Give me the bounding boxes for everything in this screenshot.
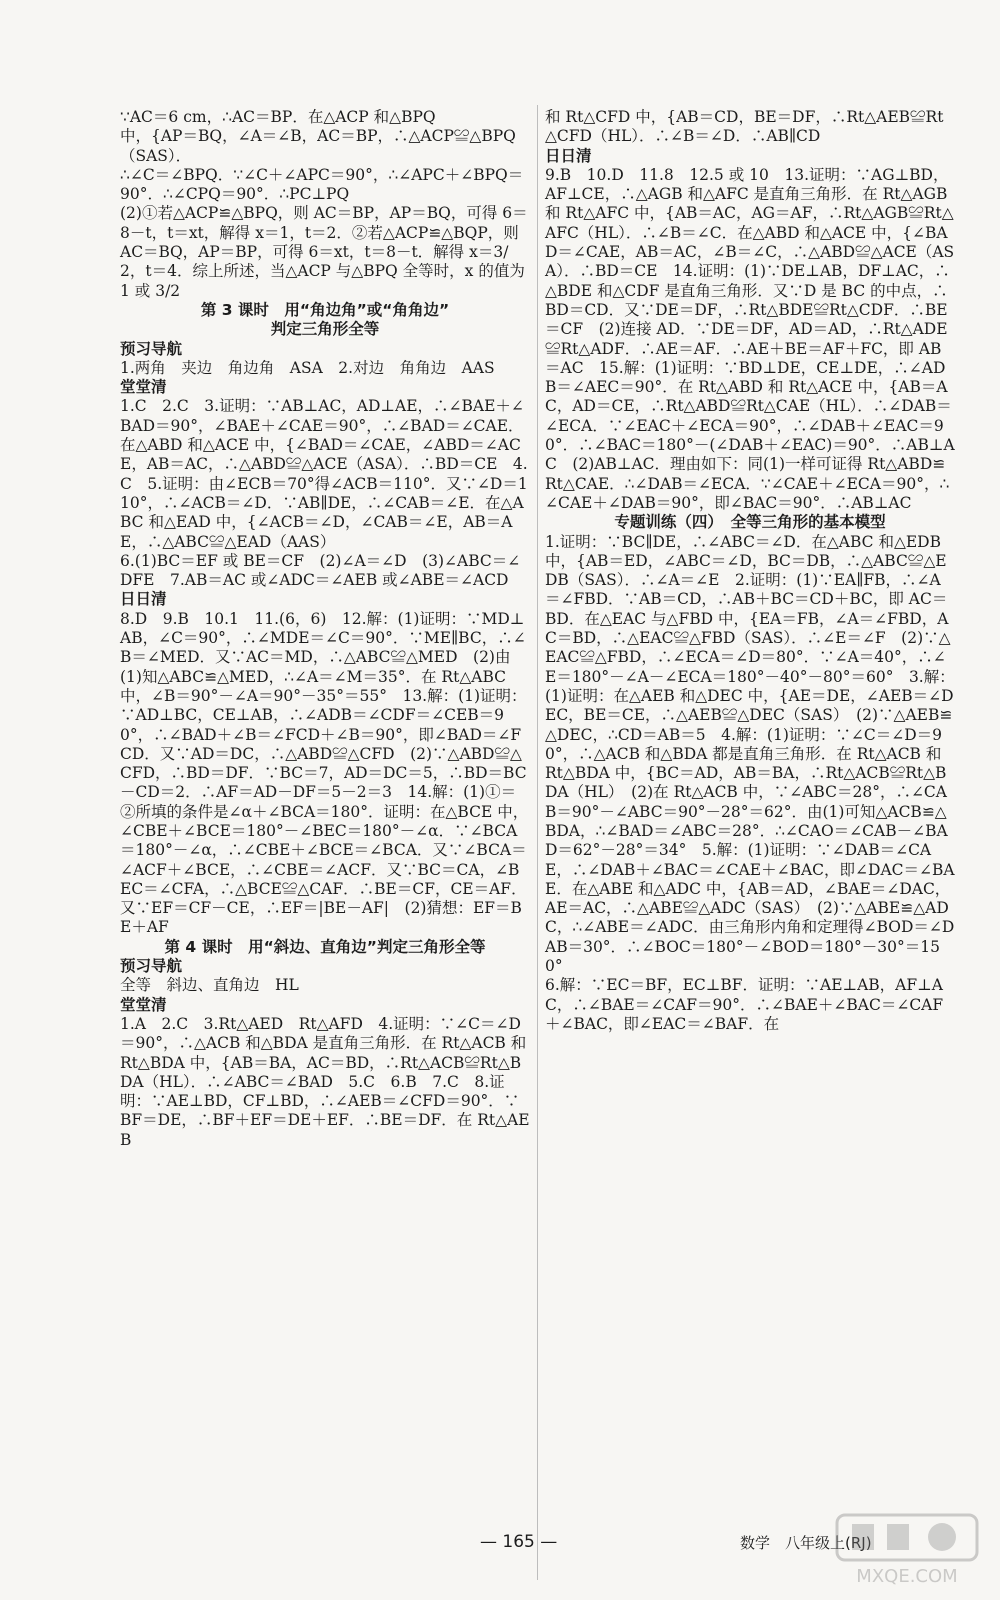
subsection-label: 堂堂清 — [120, 995, 167, 1014]
answer-paragraph: 9.B 10.D 11.8 12.5 或 10 13.证明：∵AG⊥BD，AF⊥CE，∴△AGB 和△AFC 是直角三角形．在 Rt△AGB 和 Rt△AFC 中，{AB＝AC，AG＝AF，∴Rt△AGB≌Rt△AFC（HL）．∴∠B＝∠C．在△ABD 和△ACE 中，{∠BAD＝∠CAE，AB＝AC，∠B＝∠C，∴△ABD≌△ACE（ASA）．∴BD＝CE 14.证明：(1)∵DE⊥AB，DF⊥AC，∴△BDE 和△CDF 是直角三角形．又∵D 是 BC 的中点，∴BD＝CD．又∵DE＝DF，∴Rt△BDE≌Rt△CDF．∴BE＝CF (2)连接 AD．∵DE＝DF，AD＝AD，∴Rt△ADE≌Rt△ADF．∴AE＝AF．∴AE＋BE＝AF＋FC，即 AB＝AC 15.解：(1)证明：∵BD⊥DE，CE⊥DE，∴∠ADB＝∠AEC＝90°．在 Rt△ABD 和 Rt△ACE 中，{AB＝AC，AD＝CE，∴Rt△ABD≌Rt△CAE（HL）．∴∠DAB＝∠ECA．∵∠EAC＋∠ECA＝90°，∴∠DAB＋∠EAC＝90°．∴∠BAC＝180°－(∠DAB＋∠EAC)＝90°．∴AB⊥AC (2)AB⊥AC．理由如下：同(1)一样可证得 Rt△ABD≌Rt△CAE．∴∠DAB＝∠ECA．∵∠CAE＋∠ECA＝90°，∴∠CAE＋∠DAB＝90°，即∠BAC＝90°．∴AB⊥AC — [545, 165, 955, 512]
subsection-label: 日日清 — [120, 590, 167, 609]
answer-paragraph: 和 Rt△CFD 中，{AB＝CD，BE＝DF，∴Rt△AEB≌Rt△CFD（HL）．∴∠B＝∠D．∴AB∥CD — [545, 108, 944, 146]
watermark-text: MXQE.COM — [856, 1566, 958, 1587]
subsection-label: 堂堂清 — [120, 378, 167, 397]
section-heading: 判定三角形全等 — [270, 320, 380, 339]
answer-paragraph: ∵AC＝6 cm，∴AC＝BP．在△ACP 和△BPQ — [120, 108, 436, 126]
answer-paragraph: 中，{AP＝BQ，∠A＝∠B，AC＝BP，∴△ACP≌△BPQ（SAS）． — [120, 127, 516, 165]
answer-paragraph: (2)①若△ACP≌△BPQ，则 AC＝BP，AP＝BQ，可得 6＝8－t，t＝xt，解得 x＝1，t＝2．②若△ACP≌△BQP，则 AC＝BQ，AP＝BP，可得 6＝xt，t＝8－t．解得 x＝3/2，t＝4．综上所述，当△ACP 与△BPQ 全等时，x 的值为 1 或 3/2 — [120, 204, 530, 300]
answer-paragraph: ∴∠C＝∠BPQ．∵∠C＋∠APC＝90°，∴∠APC＋∠BPQ＝90°．∴∠CPQ＝90°．∴PC⊥PQ — [120, 165, 524, 204]
left-column — [120, 108, 530, 1150]
answer-paragraph: 1.A 2.C 3.Rt△AED Rt△AFD 4.证明：∵∠C＝∠D＝90°，∴△ACB 和△BDA 是直角三角形．在 Rt△ACB 和 Rt△BDA 中，{AB＝BA，AC＝BD，∴Rt△ACB≌Rt△BDA（HL）．∴∠ABC＝∠BAD 5.C 6.B 7.C 8.证明：∵AE⊥BD，CF⊥BD，∴∠AEB＝∠CFD＝90°．∵BF＝DE，∴BF＋EF＝DE＋EF．∴BE＝DF．在 Rt△AEB — [120, 1014, 532, 1149]
answer-paragraph: 1.C 2.C 3.证明：∵AB⊥AC，AD⊥AE，∴∠BAE＋∠BAD＝90°，∠BAE＋∠CAE＝90°，∴∠BAD＝∠CAE．在△ABD 和△ACE 中，{∠BAD＝∠CAE，∠ABD＝∠ACE，AB＝AC，∴△ABD≌△ACE（ASA）．∴BD＝CE 4.C 5.证明：由∠ECB＝70°得∠ACB＝110°．又∵∠D＝110°，∴∠ACB＝∠D．∵AB∥DE，∴∠CAB＝∠E．在△ABC 和△EAD 中，{∠ACB＝∠D，∠CAB＝∠E，AB＝AE，∴△ABC≌△EAD（AAS） — [120, 397, 528, 551]
watermark-logo-icon — [832, 1510, 982, 1590]
subsection-label: 日日清 — [545, 146, 592, 165]
answer-paragraph: 6.(1)BC＝EF 或 BE＝CF (2)∠A＝∠D (3)∠ABC＝∠DFE 7.AB＝AC 或∠ADC＝∠AEB 或∠ABE＝∠ACD — [120, 551, 521, 590]
section-heading: 第 4 课时 用“斜边、直角边”判定三角形全等 — [164, 937, 486, 956]
page-number: — 165 — — [480, 1532, 557, 1552]
column-divider — [537, 105, 538, 1580]
answer-paragraph: 1.证明：∵BC∥DE，∴∠ABC＝∠D．在△ABC 和△EDB 中，{AB＝ED，∠ABC＝∠D，BC＝DB，∴△ABC≌△EDB（SAS）．∴∠A＝∠E 2.证明：(1)∵EA∥FB，∴∠A＝∠FBD．∵AB＝CD，∴AB＋BC＝CD＋BC，即 AC＝BD．在△EAC 与△FBD 中，{EA＝FB，∠A＝∠FBD，AC＝BD，∴△EAC≌△FBD（SAS）．∴∠E＝∠F (2)∵△EAC≌△FBD，∴∠ECA＝∠D＝80°．∵∠A＝40°，∴∠E＝180°－∠A－∠ECA＝180°－40°－80°＝60° 3.解：(1)证明：在△AEB 和△DEC 中，{AE＝DE，∠AEB＝∠DEC，BE＝CE，∴△AEB≌△DEC（SAS） (2)∵△AEB≌△DEC，∴CD＝AB＝5 4.解：(1)证明：∵∠C＝∠D＝90°，∴△ACB 和△BDA 都是直角三角形．在 Rt△ACB 和 Rt△BDA 中，{BC＝AD，AB＝BA，∴Rt△ACB≌Rt△BDA（HL） (2)在 Rt△ACB 中，∵∠ABC＝28°，∴∠CAB＝90°－∠ABC＝90°－28°＝62°．由(1)可知△ACB≌△BDA，∴∠BAD＝∠ABC＝28°．∴∠CAO＝∠CAB－∠BAD＝62°－28°＝34° 5.解：(1)证明：∵∠DAB＝∠CAE，∴∠DAB＋∠BAC＝∠CAE＋∠BAC，即∠DAC＝∠BAE．在△ABE 和△ADC 中，{AB＝AD，∠BAE＝∠DAC，AE＝AC，∴△ABE≌△ADC（SAS） (2)∵△ABE≌△ADC，∴∠ABE＝∠ADC．由三角形内角和定理得∠BOD＝∠DAB＝30°．∴∠BOC＝180°－∠BOD＝180°－30°＝150° — [545, 532, 955, 976]
section-heading: 专题训练（四） 全等三角形的基本模型 — [614, 513, 886, 532]
answer-paragraph: 6.解：∵EC＝BF，EC⊥BF．证明：∵AE⊥AB，AF⊥AC，∴∠BAE＝∠CAF＝90°．∴∠BAE＋∠BAC＝∠CAF＋∠BAC，即∠EAC＝∠BAF．在 — [545, 976, 944, 1033]
subsection-label: 预习导航 — [120, 957, 183, 976]
subject-label: 数学 八年级上(RJ) — [740, 1534, 872, 1552]
right-column — [545, 108, 955, 1034]
subsection-label: 预习导航 — [120, 339, 183, 358]
section-heading: 第 3 课时 用“角边角”或“角角边” — [200, 300, 450, 319]
answer-paragraph: 8.D 9.B 10.1 11.(6，6) 12.解：(1)证明：∵MD⊥AB，∠C＝90°，∴∠MDE＝∠C＝90°．∵ME∥BC，∴∠B＝∠MED．又∵AC＝MD，∴△ABC≌△MED (2)由(1)知△ABC≌△MED，∴∠A＝∠M＝35°．在 Rt△ABC 中，∠B＝90°－∠A＝90°－35°＝55° 13.解：(1)证明：∵AD⊥BC，CE⊥AB，∴∠ADB＝∠CDF＝∠CEB＝90°，∴∠BAD＋∠B＝∠FCD＋∠B＝90°，即∠BAD＝∠FCD．又∵AD＝DC，∴△ABD≌△CFD (2)∵△ABD≌△CFD，∴BD＝DF．∵BC＝7，AD＝DC＝5，∴BD＝BC－CD＝2．∴AF＝AD－DF＝5－2＝3 14.解：(1)①＝ ②所填的条件是∠α＋∠BCA＝180°．证明：在△BCE 中，∠CBE＋∠BCE＝180°－∠BEC＝180°－∠α．∵∠BCA＝180°－∠α，∴∠CBE＋∠BCE＝∠BCA．又∵∠BCA＝∠ACF＋∠BCE，∴∠CBE＝∠ACF．又∵BC＝CA，∠BEC＝∠CFA，∴△BCE≌△CAF．∴BE＝CF，CE＝AF．又∵EF＝CF－CE，∴EF＝|BE－AF| (2)猜想：EF＝BE＋AF — [120, 609, 532, 937]
answer-paragraph: 1.两角 夹边 角边角 ASA 2.对边 角角边 AAS — [120, 358, 495, 377]
answer-paragraph: 全等 斜边、直角边 HL — [120, 976, 299, 995]
